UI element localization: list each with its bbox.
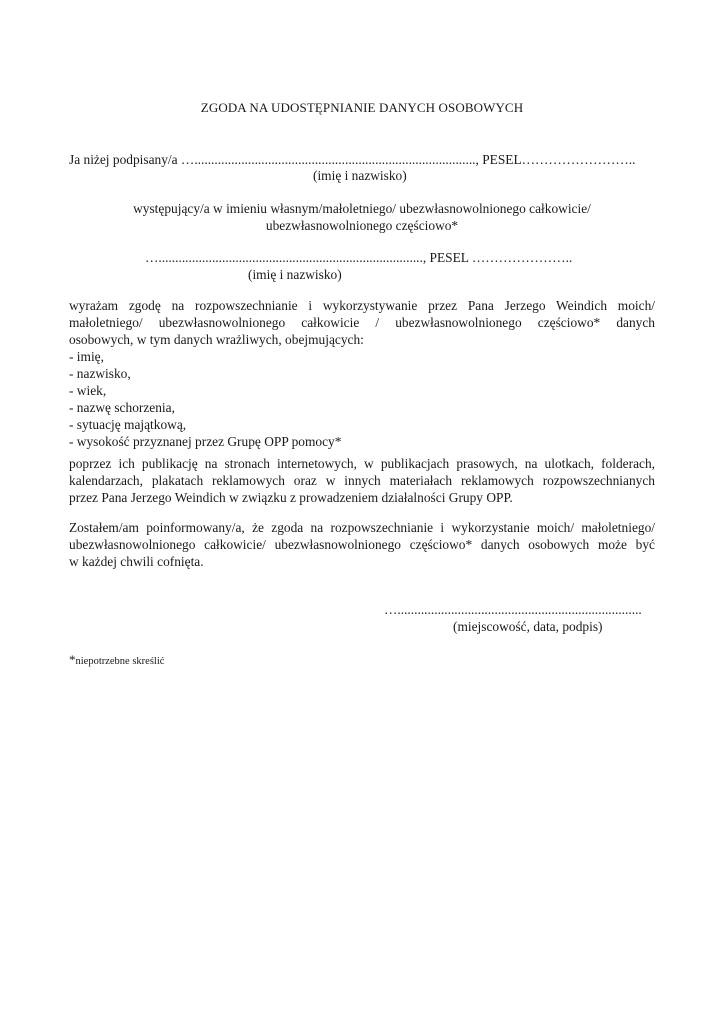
list-item: - wysokość przyznanej przez Grupę OPP pomocy*: [69, 434, 342, 449]
acting-line-1: występujący/a w imieniu własnym/małoletniego/ ubezwłasnowolnionego całkowicie/: [133, 201, 591, 216]
acting-line-2: ubezwłasnowolnionego częściowo*: [265, 218, 459, 233]
publication-line: kalendarzach, plakatach reklamowych oraz w innych materiałach reklamowych rozpowszechnianych: [69, 473, 655, 488]
publication-line: przez Pana Jerzego Weindich w związku z prowadzeniem działalności Grupy OPP.: [69, 490, 513, 505]
informed-line: ubezwłasnowolnionego całkowicie/ ubezwłasnowolnionego częściowo* danych osobowych może być: [69, 537, 655, 552]
signer-caption: (imię i nazwisko): [313, 168, 407, 183]
informed-line: w każdej chwili cofnięta.: [69, 554, 204, 569]
footnote-text: niepotrzebne skreślić: [75, 656, 165, 667]
footnote-mark: *: [69, 652, 76, 667]
list-item: - wiek,: [69, 383, 107, 398]
consent-line: małoletniego/ ubezwłasnowolnionego całkowicie / ubezwłasnowolnionego częściowo* danych: [69, 315, 655, 330]
publication-line: poprzez ich publikację na stronach internetowych, w publikacjach prasowych, na ulotkach, folderach,: [69, 456, 655, 471]
ward-line: …..............................................................................., PESEL …………………..: [145, 250, 573, 265]
list-item: - sytuację majątkową,: [69, 417, 187, 432]
informed-paragraph: [69, 519, 655, 570]
personal-data-list: [69, 348, 341, 450]
signer-line: Ja niżej podpisany/a …...................................................................................., PESEL……………………..: [69, 152, 636, 167]
footnote: [69, 652, 164, 668]
consent-paragraph: [69, 297, 655, 348]
publication-paragraph: [69, 455, 655, 506]
list-item: - nazwę schorzenia,: [69, 400, 175, 415]
document-title: ZGODA NA UDOSTĘPNIANIE DANYCH OSOBOWYCH: [200, 100, 524, 115]
signature-caption: (miejscowość, data, podpis): [453, 619, 603, 634]
consent-line: osobowych, w tym danych wrażliwych, obejmujących:: [69, 332, 364, 347]
consent-line: wyrażam zgodę na rozpowszechnianie i wykorzystywanie przez Pana Jerzego Weindich moich/: [69, 298, 655, 313]
signature-line: ….........................................................................: [384, 602, 642, 617]
list-item: - imię,: [69, 349, 104, 364]
ward-caption: (imię i nazwisko): [248, 267, 342, 282]
informed-line: Zostałem/am poinformowany/a, że zgoda na rozpowszechnianie i wykorzystanie moich/ małoletniego/: [69, 520, 655, 535]
list-item: - nazwisko,: [69, 366, 131, 381]
